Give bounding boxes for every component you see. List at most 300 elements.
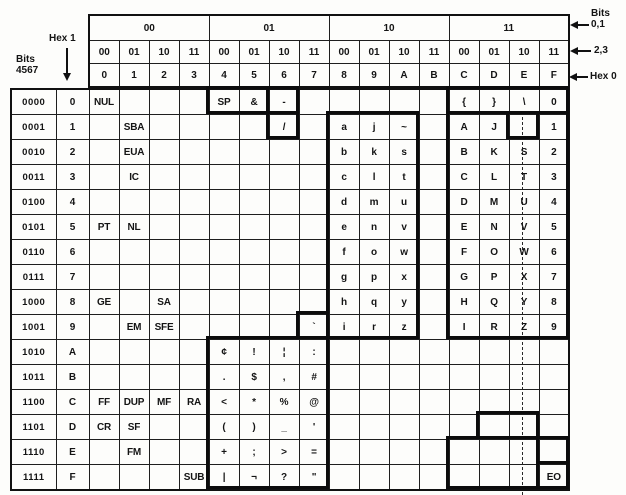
grid-cell-8A: [329, 340, 359, 365]
grid-cell-8E: [329, 440, 359, 465]
hex-header-D: D: [479, 64, 509, 88]
hex-header-4: 4: [209, 64, 239, 88]
grid-cell-9C: [359, 390, 389, 415]
grid-cell-C5: E: [449, 215, 479, 240]
grid-cell-D0: }: [479, 89, 509, 115]
code-row-6: [11, 240, 569, 265]
grid-cell-90: [359, 89, 389, 115]
hex-header-E: E: [509, 64, 539, 88]
row-hex-label-C: C: [56, 390, 89, 415]
grid-cell-F1: 1: [539, 115, 569, 140]
code-row-8: [11, 290, 569, 315]
grid-cell-39: [179, 315, 209, 340]
grid-cell-18: [119, 290, 149, 315]
grid-cell-38: [179, 290, 209, 315]
grid-cell-F5: 5: [539, 215, 569, 240]
row-binary-label-0010: 0010: [11, 140, 56, 165]
grid-cell-00: NUL: [89, 89, 119, 115]
grid-cell-44: [209, 190, 239, 215]
grid-cell-4A: ¢: [209, 340, 239, 365]
bitpair-header-col-0: 00: [89, 41, 119, 64]
grid-cell-B0: [419, 89, 449, 115]
grid-cell-8D: [329, 415, 359, 440]
grid-cell-6F: ?: [269, 465, 299, 491]
grid-cell-1B: [119, 365, 149, 390]
grid-cell-CE: [449, 440, 479, 465]
grid-cell-97: p: [359, 265, 389, 290]
grid-cell-71: [299, 115, 329, 140]
grid-cell-ED: [509, 415, 539, 440]
grid-cell-CB: [449, 365, 479, 390]
grid-cell-82: b: [329, 140, 359, 165]
row-binary-label-0011: 0011: [11, 165, 56, 190]
bitpair-header-col-9: 01: [359, 41, 389, 64]
hex-header-5: 5: [239, 64, 269, 88]
grid-cell-98: q: [359, 290, 389, 315]
grid-cell-F4: 4: [539, 190, 569, 215]
grid-cell-78: [299, 290, 329, 315]
grid-cell-9F: [359, 465, 389, 491]
grid-cell-10: [119, 89, 149, 115]
row-binary-label-1001: 1001: [11, 315, 56, 340]
row-binary-label-1100: 1100: [11, 390, 56, 415]
code-row-0: [11, 89, 569, 115]
grid-cell-87: g: [329, 265, 359, 290]
grid-cell-09: [89, 315, 119, 340]
grid-cell-D7: P: [479, 265, 509, 290]
grid-cell-66: [269, 240, 299, 265]
hex-0-label: Hex 0: [590, 71, 617, 82]
grid-cell-70: [299, 89, 329, 115]
row-hex-label-A: A: [56, 340, 89, 365]
grid-cell-21: [149, 115, 179, 140]
grid-cell-C3: C: [449, 165, 479, 190]
grid-cell-E7: X: [509, 265, 539, 290]
grid-cell-FC: [539, 390, 569, 415]
group-header-11: 11: [449, 15, 569, 41]
grid-cell-E2: S: [509, 140, 539, 165]
bits01-group-row: [89, 15, 569, 41]
grid-cell-1E: FM: [119, 440, 149, 465]
grid-cell-FE: [539, 440, 569, 465]
grid-cell-EE: [509, 440, 539, 465]
row-hex-label-E: E: [56, 440, 89, 465]
grid-cell-61: /: [269, 115, 299, 140]
grid-cell-50: &: [239, 89, 269, 115]
row-hex-label-4: 4: [56, 190, 89, 215]
grid-cell-FA: [539, 340, 569, 365]
grid-cell-92: k: [359, 140, 389, 165]
bitpair-header-col-2: 10: [149, 41, 179, 64]
grid-cell-2A: [149, 340, 179, 365]
grid-cell-6D: _: [269, 415, 299, 440]
grid-cell-69: [269, 315, 299, 340]
grid-cell-37: [179, 265, 209, 290]
grid-cell-89: i: [329, 315, 359, 340]
grid-cell-D6: O: [479, 240, 509, 265]
grid-cell-AE: [389, 440, 419, 465]
bits23-row: [89, 41, 569, 64]
hex-header-9: 9: [359, 64, 389, 88]
grid-cell-BD: [419, 415, 449, 440]
code-row-3: [11, 165, 569, 190]
grid-cell-DC: [479, 390, 509, 415]
grid-cell-EA: [509, 340, 539, 365]
bitpair-header-col-13: 01: [479, 41, 509, 64]
grid-cell-FB: [539, 365, 569, 390]
grid-cell-C9: I: [449, 315, 479, 340]
grid-cell-41: [209, 115, 239, 140]
hex-header-1: 1: [119, 64, 149, 88]
grid-cell-56: [239, 240, 269, 265]
grid-cell-49: [209, 315, 239, 340]
hex1-down-arrow-icon: [66, 48, 68, 78]
grid-cell-13: IC: [119, 165, 149, 190]
grid-cell-C0: {: [449, 89, 479, 115]
grid-cell-E0: \: [509, 89, 539, 115]
grid-cell-0C: FF: [89, 390, 119, 415]
grid-cell-B8: [419, 290, 449, 315]
grid-cell-60: -: [269, 89, 299, 115]
hex-header-8: 8: [329, 64, 359, 88]
grid-cell-B3: [419, 165, 449, 190]
grid-cell-5C: *: [239, 390, 269, 415]
grid-cell-95: n: [359, 215, 389, 240]
bitpair-header-col-5: 01: [239, 41, 269, 64]
grid-cell-A5: v: [389, 215, 419, 240]
grid-cell-F6: 6: [539, 240, 569, 265]
grid-cell-23: [149, 165, 179, 190]
hex-header-F: F: [539, 64, 569, 88]
hex-1-label: Hex 1: [49, 33, 76, 44]
row-hex-label-3: 3: [56, 165, 89, 190]
grid-cell-4C: <: [209, 390, 239, 415]
code-grid-table: [10, 88, 570, 491]
bitpair-header-col-4: 00: [209, 41, 239, 64]
grid-cell-0E: [89, 440, 119, 465]
hex-header-0: 0: [89, 64, 119, 88]
grid-cell-FF: EO: [539, 465, 569, 491]
grid-cell-A4: u: [389, 190, 419, 215]
row-binary-label-0000: 0000: [11, 89, 56, 115]
grid-cell-46: [209, 240, 239, 265]
grid-cell-A9: z: [389, 315, 419, 340]
grid-cell-84: d: [329, 190, 359, 215]
grid-cell-7E: =: [299, 440, 329, 465]
grid-cell-0D: CR: [89, 415, 119, 440]
code-row-5: [11, 215, 569, 240]
grid-cell-11: SBA: [119, 115, 149, 140]
grid-cell-EC: [509, 390, 539, 415]
row-binary-label-1111: 1111: [11, 465, 56, 491]
grid-cell-DD: [479, 415, 509, 440]
code-grid-body: [11, 89, 569, 490]
hex0-row: [89, 64, 569, 88]
grid-cell-A3: t: [389, 165, 419, 190]
hex-header-A: A: [389, 64, 419, 88]
grid-cell-AC: [389, 390, 419, 415]
bits23-arrow-icon: [573, 50, 591, 52]
grid-cell-16: [119, 240, 149, 265]
code-row-2: [11, 140, 569, 165]
bitpair-header-col-12: 00: [449, 41, 479, 64]
grid-cell-F9: 9: [539, 315, 569, 340]
grid-cell-D2: K: [479, 140, 509, 165]
grid-cell-32: [179, 140, 209, 165]
grid-cell-63: [269, 165, 299, 190]
grid-cell-59: [239, 315, 269, 340]
grid-cell-4D: (: [209, 415, 239, 440]
grid-cell-31: [179, 115, 209, 140]
grid-cell-D9: R: [479, 315, 509, 340]
grid-cell-02: [89, 140, 119, 165]
bitpair-header-col-11: 11: [419, 41, 449, 64]
grid-cell-D8: Q: [479, 290, 509, 315]
grid-cell-9D: [359, 415, 389, 440]
grid-cell-73: [299, 165, 329, 190]
grid-cell-08: GE: [89, 290, 119, 315]
bits-23-label: 2,3: [594, 45, 608, 56]
grid-cell-55: [239, 215, 269, 240]
bitpair-header-col-1: 01: [119, 41, 149, 64]
grid-cell-1D: SF: [119, 415, 149, 440]
grid-cell-F7: 7: [539, 265, 569, 290]
grid-cell-B4: [419, 190, 449, 215]
grid-cell-B2: [419, 140, 449, 165]
grid-cell-06: [89, 240, 119, 265]
grid-cell-C6: F: [449, 240, 479, 265]
grid-cell-C8: H: [449, 290, 479, 315]
grid-cell-7F: ": [299, 465, 329, 491]
grid-cell-75: [299, 215, 329, 240]
bits-01-label: [591, 8, 610, 30]
row-hex-label-7: 7: [56, 265, 89, 290]
grid-cell-6E: >: [269, 440, 299, 465]
code-row-B: [11, 365, 569, 390]
right-bits01-value: 0,1: [591, 19, 605, 30]
grid-cell-3A: [179, 340, 209, 365]
grid-cell-42: [209, 140, 239, 165]
hex-header-7: 7: [299, 64, 329, 88]
code-row-A: [11, 340, 569, 365]
grid-cell-E3: T: [509, 165, 539, 190]
grid-cell-81: a: [329, 115, 359, 140]
grid-cell-2D: [149, 415, 179, 440]
hex-header-B: B: [419, 64, 449, 88]
grid-cell-79: `: [299, 315, 329, 340]
grid-cell-D5: N: [479, 215, 509, 240]
grid-cell-F2: 2: [539, 140, 569, 165]
grid-cell-2E: [149, 440, 179, 465]
code-row-D: [11, 415, 569, 440]
grid-cell-01: [89, 115, 119, 140]
row-binary-label-1110: 1110: [11, 440, 56, 465]
grid-cell-A6: w: [389, 240, 419, 265]
grid-cell-27: [149, 265, 179, 290]
grid-cell-3E: [179, 440, 209, 465]
hex-header-3: 3: [179, 64, 209, 88]
grid-cell-0A: [89, 340, 119, 365]
grid-cell-3C: RA: [179, 390, 209, 415]
grid-cell-B9: [419, 315, 449, 340]
grid-cell-A1: ~: [389, 115, 419, 140]
grid-cell-DE: [479, 440, 509, 465]
grid-cell-A7: x: [389, 265, 419, 290]
grid-cell-91: j: [359, 115, 389, 140]
grid-cell-D3: L: [479, 165, 509, 190]
grid-cell-72: [299, 140, 329, 165]
grid-cell-4E: +: [209, 440, 239, 465]
grid-cell-2F: [149, 465, 179, 491]
row-binary-label-0101: 0101: [11, 215, 56, 240]
grid-cell-86: f: [329, 240, 359, 265]
grid-cell-14: [119, 190, 149, 215]
grid-cell-EF: [509, 465, 539, 491]
grid-cell-E1: [509, 115, 539, 140]
row-binary-label-1101: 1101: [11, 415, 56, 440]
right-bits-word: Bits: [591, 8, 610, 19]
hex0-arrow-icon: [572, 76, 588, 78]
grid-cell-9A: [359, 340, 389, 365]
grid-cell-0F: [89, 465, 119, 491]
bits-4567-value: 4567: [16, 65, 39, 76]
grid-cell-7B: #: [299, 365, 329, 390]
grid-cell-93: l: [359, 165, 389, 190]
grid-cell-4B: .: [209, 365, 239, 390]
grid-cell-76: [299, 240, 329, 265]
grid-cell-58: [239, 290, 269, 315]
grid-cell-25: [149, 215, 179, 240]
grid-cell-19: EM: [119, 315, 149, 340]
grid-cell-9E: [359, 440, 389, 465]
row-hex-label-B: B: [56, 365, 89, 390]
column-header-table: [88, 14, 570, 88]
grid-cell-05: PT: [89, 215, 119, 240]
bits01-arrow-icon: [573, 24, 589, 26]
grid-cell-AF: [389, 465, 419, 491]
row-hex-label-1: 1: [56, 115, 89, 140]
grid-cell-CD: [449, 415, 479, 440]
grid-cell-BA: [419, 340, 449, 365]
grid-cell-DA: [479, 340, 509, 365]
bitpair-header-col-15: 11: [539, 41, 569, 64]
grid-cell-C7: G: [449, 265, 479, 290]
row-hex-label-5: 5: [56, 215, 89, 240]
grid-cell-0B: [89, 365, 119, 390]
grid-cell-8B: [329, 365, 359, 390]
hex-header-C: C: [449, 64, 479, 88]
grid-cell-AD: [389, 415, 419, 440]
grid-cell-48: [209, 290, 239, 315]
grid-cell-EB: [509, 365, 539, 390]
grid-cell-7C: @: [299, 390, 329, 415]
grid-cell-E8: Y: [509, 290, 539, 315]
grid-cell-5D: ): [239, 415, 269, 440]
hex-header-6: 6: [269, 64, 299, 88]
bitpair-header-col-10: 10: [389, 41, 419, 64]
row-hex-label-6: 6: [56, 240, 89, 265]
row-hex-label-8: 8: [56, 290, 89, 315]
grid-cell-04: [89, 190, 119, 215]
grid-cell-6A: ¦: [269, 340, 299, 365]
bitpair-header-col-6: 10: [269, 41, 299, 64]
grid-cell-A0: [389, 89, 419, 115]
grid-cell-AA: [389, 340, 419, 365]
grid-cell-6C: %: [269, 390, 299, 415]
code-row-E: [11, 440, 569, 465]
grid-cell-26: [149, 240, 179, 265]
grid-cell-BE: [419, 440, 449, 465]
grid-cell-B5: [419, 215, 449, 240]
grid-cell-CC: [449, 390, 479, 415]
grid-cell-FD: [539, 415, 569, 440]
row-hex-label-0: 0: [56, 89, 89, 115]
grid-cell-74: [299, 190, 329, 215]
grid-cell-3F: SUB: [179, 465, 209, 491]
row-hex-label-F: F: [56, 465, 89, 491]
grid-cell-80: [329, 89, 359, 115]
grid-cell-99: r: [359, 315, 389, 340]
grid-cell-85: e: [329, 215, 359, 240]
grid-cell-35: [179, 215, 209, 240]
bitpair-header-col-3: 11: [179, 41, 209, 64]
grid-cell-57: [239, 265, 269, 290]
grid-cell-03: [89, 165, 119, 190]
grid-cell-7A: :: [299, 340, 329, 365]
grid-cell-67: [269, 265, 299, 290]
code-row-9: [11, 315, 569, 340]
code-row-F: [11, 465, 569, 491]
grid-cell-DB: [479, 365, 509, 390]
grid-cell-53: [239, 165, 269, 190]
grid-cell-E5: V: [509, 215, 539, 240]
row-binary-label-0111: 0111: [11, 265, 56, 290]
grid-cell-F3: 3: [539, 165, 569, 190]
row-binary-label-0001: 0001: [11, 115, 56, 140]
grid-cell-8C: [329, 390, 359, 415]
group-header-01: 01: [209, 15, 329, 41]
row-hex-label-D: D: [56, 415, 89, 440]
bits-word: Bits: [16, 54, 35, 65]
grid-cell-28: SA: [149, 290, 179, 315]
grid-cell-C2: B: [449, 140, 479, 165]
grid-cell-DF: [479, 465, 509, 491]
grid-cell-A2: s: [389, 140, 419, 165]
grid-cell-F8: 8: [539, 290, 569, 315]
grid-cell-88: h: [329, 290, 359, 315]
bitpair-header-col-7: 11: [299, 41, 329, 64]
grid-cell-B6: [419, 240, 449, 265]
bitpair-header-col-14: 10: [509, 41, 539, 64]
row-binary-label-1000: 1000: [11, 290, 56, 315]
grid-cell-4F: |: [209, 465, 239, 491]
grid-cell-BB: [419, 365, 449, 390]
grid-cell-12: EUA: [119, 140, 149, 165]
grid-cell-CF: [449, 465, 479, 491]
grid-cell-2B: [149, 365, 179, 390]
grid-cell-22: [149, 140, 179, 165]
grid-cell-36: [179, 240, 209, 265]
grid-cell-1A: [119, 340, 149, 365]
grid-cell-65: [269, 215, 299, 240]
grid-cell-47: [209, 265, 239, 290]
grid-cell-29: SFE: [149, 315, 179, 340]
grid-cell-C4: D: [449, 190, 479, 215]
row-binary-label-0110: 0110: [11, 240, 56, 265]
code-row-7: [11, 265, 569, 290]
grid-cell-A8: y: [389, 290, 419, 315]
row-binary-label-1010: 1010: [11, 340, 56, 365]
